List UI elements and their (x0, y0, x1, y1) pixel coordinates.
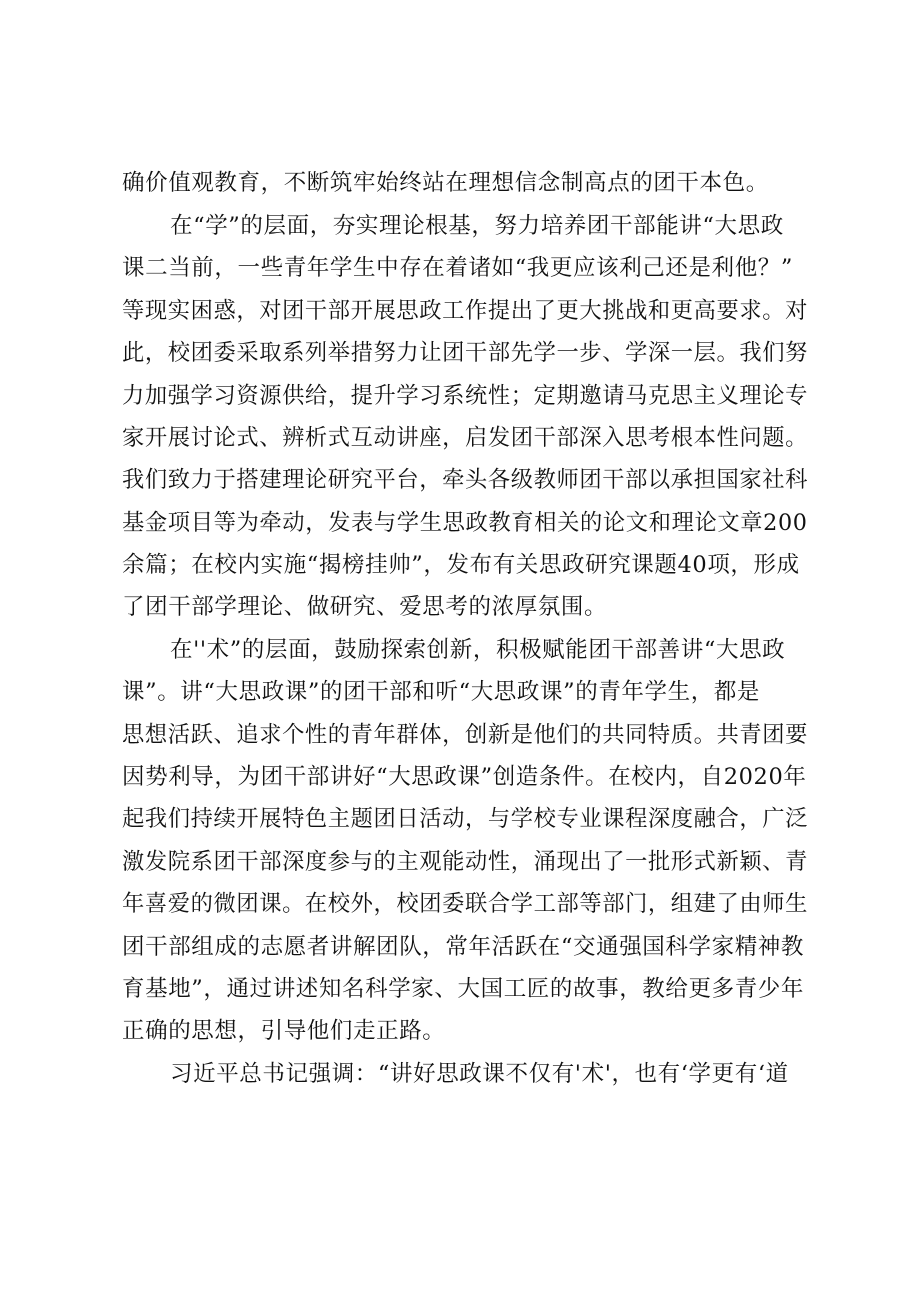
text-line: 因势利导，为团干部讲好“大思政课”创造条件。在校内，自2020年 (122, 764, 807, 790)
text-line: 力加强学习资源供给，提升学习系统性；定期邀请马克思主义理论专 (122, 383, 809, 409)
text-line: 团干部组成的志愿者讲解团队，常年活跃在“交通强国科学家精神教 (122, 934, 805, 960)
text-line: 激发院系团干部深度参与的主观能动性，涌现出了一批形式新颖、青 (122, 849, 809, 875)
text-line: 在''术”的层面，鼓励探索创新，积极赋能团干部善讲“大思政 (170, 637, 786, 663)
text-line: 此，校团委采取系列举措努力让团干部先学一步、学深一层。我们努 (122, 340, 809, 366)
text-line: 家开展讨论式、辨析式互动讲座，启发团干部深入思考根本性问题。 (122, 425, 809, 451)
text-line: 确价值观教育，不断筑牢始终站在理想信念制高点的团干本色。 (122, 170, 769, 196)
text-line: 我们致力于搭建理论研究平台，牵头各级教师团干部以承担国家社科 (122, 467, 809, 493)
text-line: 余篇；在校内实施“揭榜挂帅”，发布有关思政研究课题40项，形成 (122, 552, 800, 578)
text-line: 课二当前，一些青年学生中存在着诸如“我更应该利己还是利他？” (122, 255, 794, 281)
text-line: 习近平总书记强调：“讲好思政课不仅有'术'，也有‘学更有‘道 (170, 1061, 789, 1087)
text-line: 起我们持续开展特色主题团日活动，与学校专业课程深度融合，广泛 (122, 806, 809, 832)
text-line: 育基地”，通过讲述知名科学家、大国工匠的故事，教给更多青少年 (122, 976, 805, 1002)
text-line: 年喜爱的微团课。在校外，校团委联合学工部等部门，组建了由师生 (122, 891, 809, 917)
text-line: 在“学”的层面，夯实理论根基，努力培养团干部能讲“大思政 (170, 213, 784, 239)
text-line: 了团干部学理论、做研究、爱思考的浓厚氛围。 (122, 594, 608, 620)
text-line: 等现实困惑，对团干部开展思政工作提出了更大挑战和更高要求。对 (122, 298, 809, 324)
text-line: 思想活跃、追求个性的青年群体，创新是他们的共同特质。共青团要 (122, 722, 809, 748)
text-line: 正确的思想，引导他们走正路。 (122, 1018, 446, 1044)
text-line: 课”。讲“大思政课”的团干部和听“大思政课”的青年学生，都是 (122, 679, 761, 705)
text-line: 基金项目等为牵动，发表与学生思政教育相关的论文和理论文章200 (122, 510, 808, 536)
